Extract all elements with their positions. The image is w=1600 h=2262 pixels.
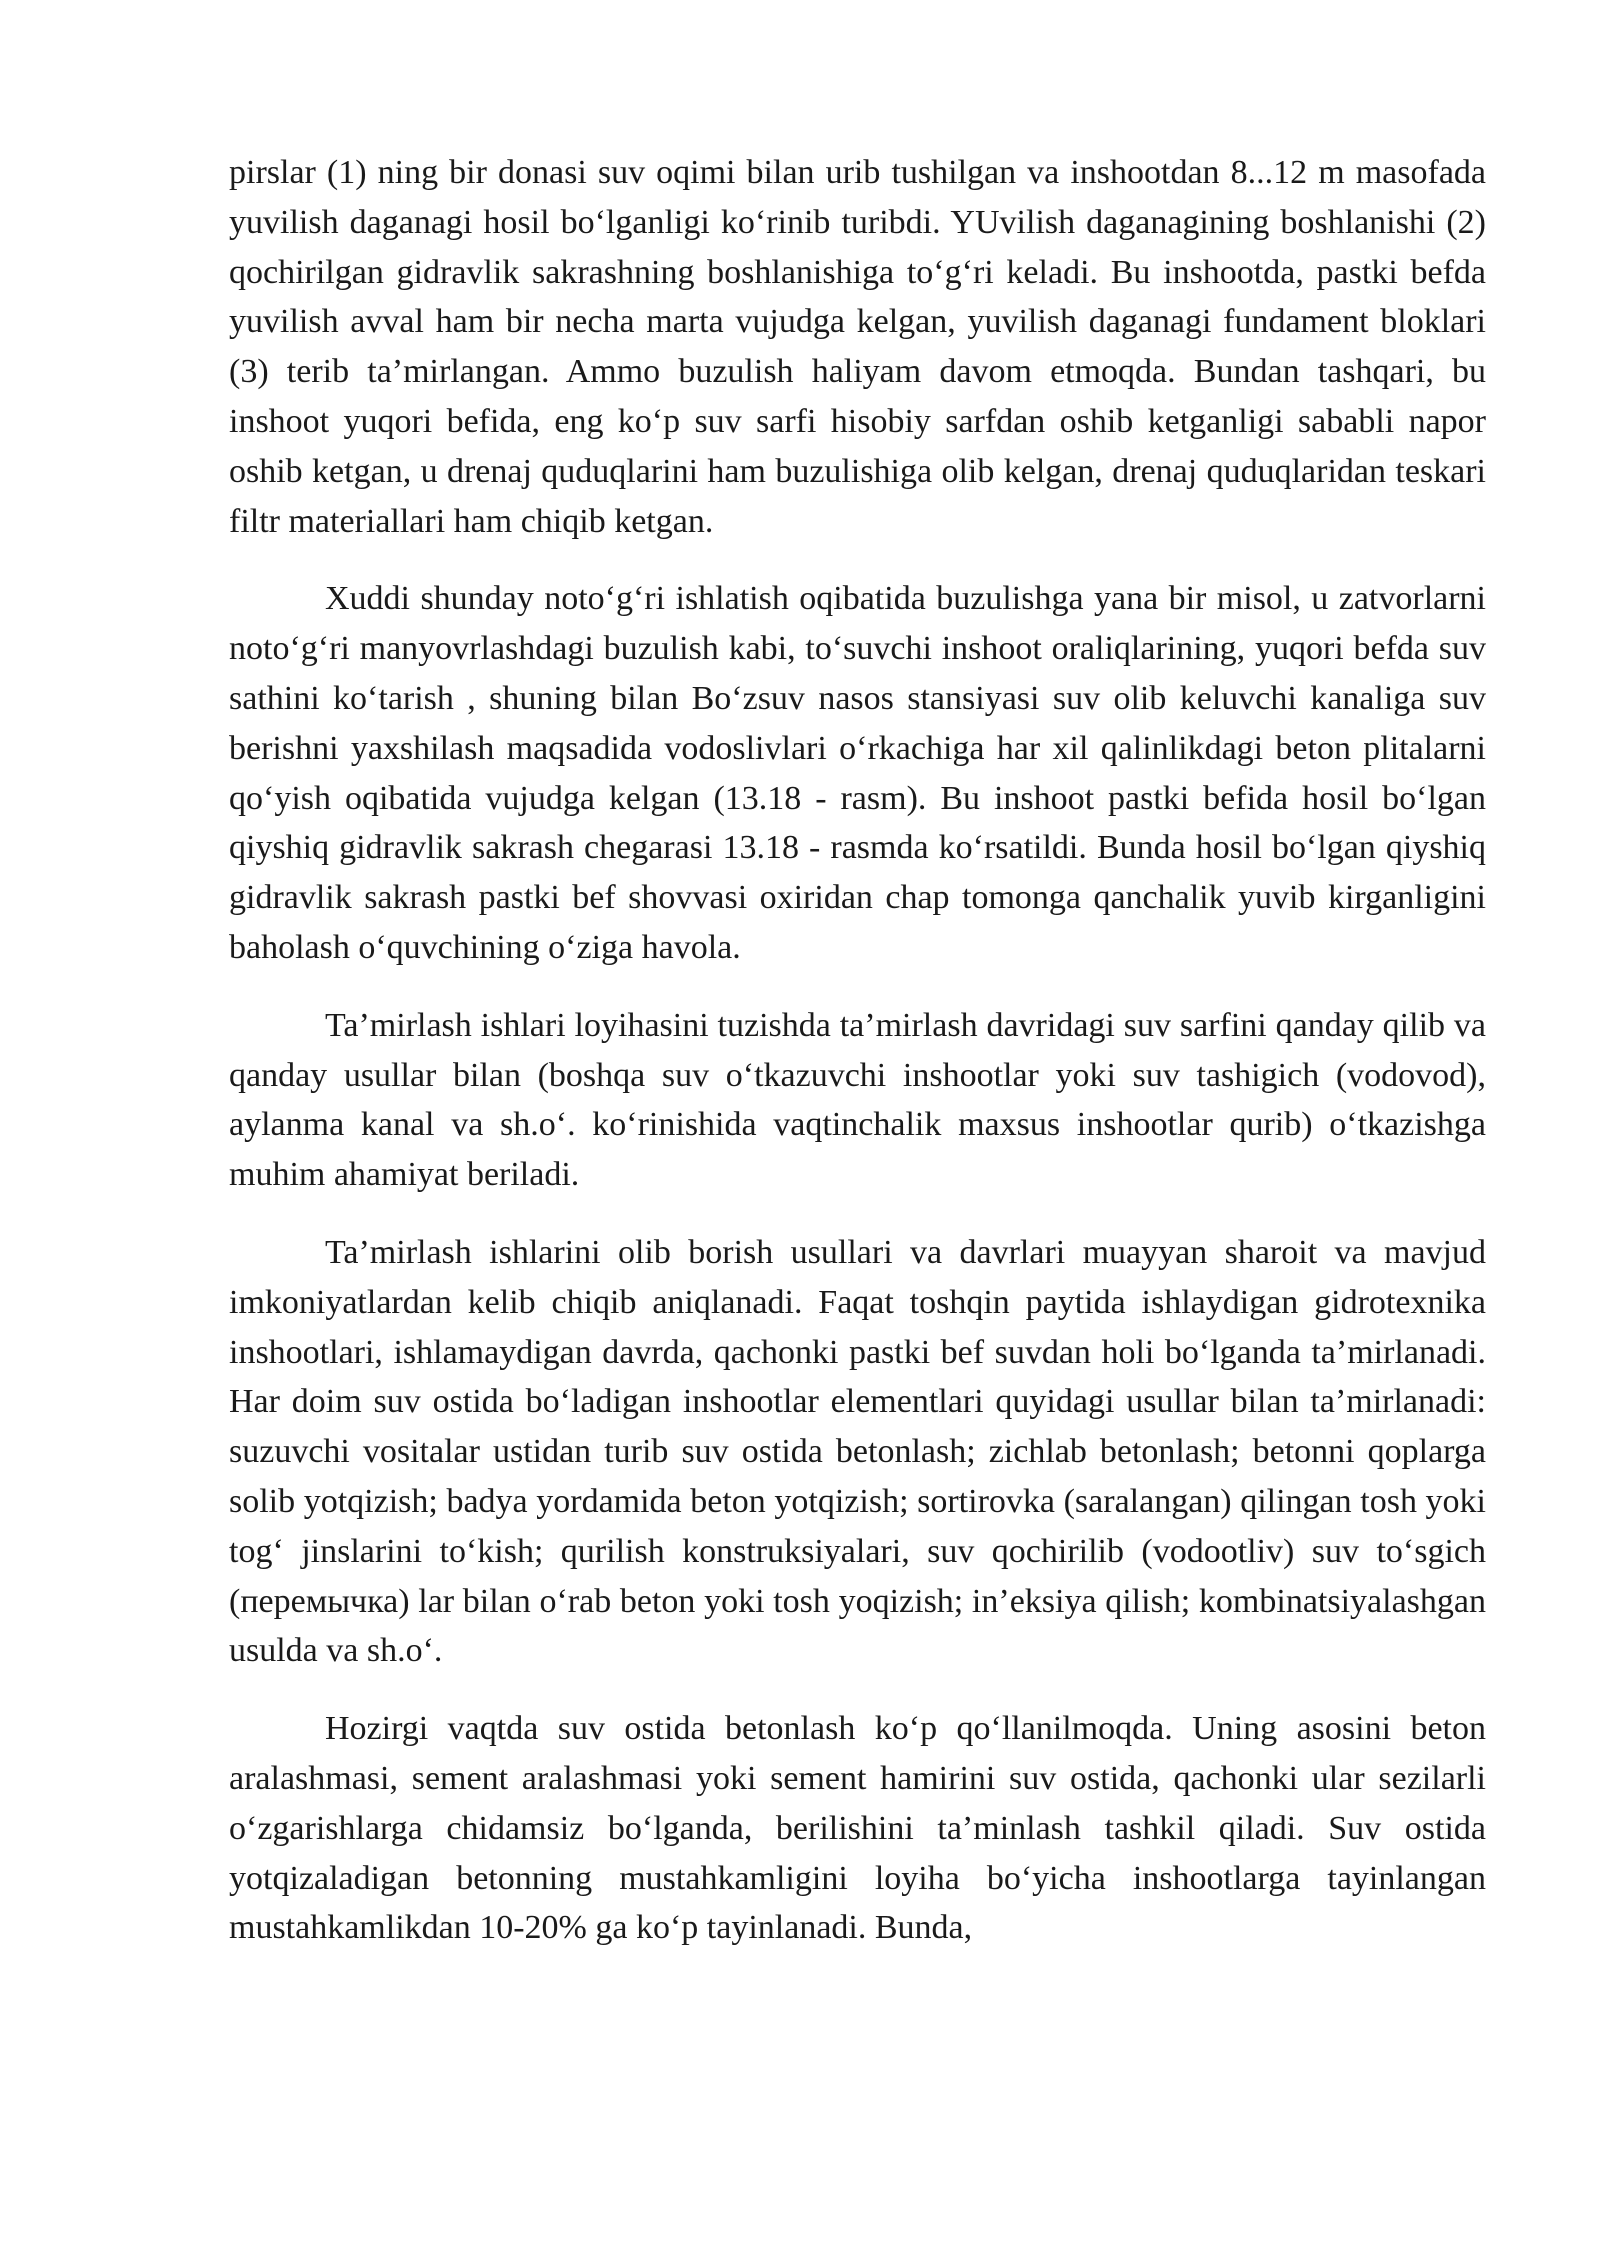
paragraph-1: pirslar (1) ning bir donasi suv oqimi bilan urib tushilgan va inshootdan 8...12 m masofada yuvilish daganagi hosil bo‘lganligi ko‘rinib turibdi. YUvilish daganagining boshlanishi (2) qochirilgan gidravlik sakrashning boshlanishiga to‘g‘ri keladi. Bu inshootda, pastki befda yuvilish avval ham bir necha marta vujudga kelgan, yuvilish daganagi fundament bloklari (3) terib ta’mirlangan. Ammo buzulish haliyam davom etmoqda. Bundan tashqari, bu inshoot yuqori befida, eng ko‘p suv sarfi hisobiy sarfdan oshib ketganligi sababli napor oshib ketgan, u drenaj quduqlarini ham buzulishiga olib kelgan, drenaj quduqlaridan teskari filtr materiallari ham chiqib ketgan.: [229, 154, 1486, 540]
paragraph-3: Ta’mirlash ishlari loyihasini tuzishda ta’mirlash davridagi suv sarfini qanday qilib va qanday usullar bilan (boshqa suv o‘tkazuvchi inshootlar yoki suv tashigich (vodovod), aylanma kanal va sh.o‘. ko‘rinishida vaqtinchalik maxsus inshootlar qurib) o‘tkazishga muhim ahamiyat beriladi.: [229, 1006, 1486, 1194]
document-page: [229, 148, 1486, 1981]
paragraph-2: Xuddi shunday noto‘g‘ri ishlatish oqibatida buzulishga yana bir misol, u zatvorlarni noto‘g‘ri manyovrlashdagi buzulish kabi, to‘suvchi inshoot oraliqlarining, yuqori befda suv sathini ko‘tarish , shuning bilan Bo‘zsuv nasos stansiyasi suv olib keluvchi kanaliga suv berishni yaxshilash maqsadida vodoslivlari o‘rkachiga har xil qalinlikdagi beton plitalarni qo‘yish oqibatida vujudga kelgan (13.18 - rasm). Bu inshoot pastki befida hosil bo‘lgan qiyshiq gidravlik sakrash chegarasi 13.18 - rasmda ko‘rsatildi. Bunda hosil bo‘lgan qiyshiq gidravlik sakrash pastki bef shovvasi oxiridan chap tomonga qanchalik yuvib kirganligini baholash o‘quvchining o‘ziga havola.: [229, 580, 1486, 966]
paragraph-4: Ta’mirlash ishlarini olib borish usullari va davrlari muayyan sharoit va mavjud imkoniyatlardan kelib chiqib aniqlanadi. Faqat toshqin paytida ishlaydigan gidrotexnika inshootlari, ishlamaydigan davrda, qachonki pastki bef suvdan holi bo‘lganda ta’mirlanadi. Har doim suv ostida bo‘ladigan inshootlar elementlari quyidagi usullar bilan ta’mirlanadi: suzuvchi vositalar ustidan turib suv ostida betonlash; zichlab betonlash; betonni qoplarga solib yotqizish; badya yordamida beton yotqizish; sortirovka (saralangan) qilingan tosh yoki tog‘ jinslarini to‘kish; qurilish konstruksiyalari, suv qochirilib (vodootliv) suv to‘sgich (перемычка) lar bilan o‘rab beton yoki tosh yoqizish; in’eksiya qilish; kombinatsiyalashgan usulda va sh.o‘.: [229, 1233, 1486, 1670]
paragraph-5: Hozirgi vaqtda suv ostida betonlash ko‘p qo‘llanilmoqda. Uning asosini beton aralashmasi, sement aralashmasi yoki sement hamirini suv ostida, qachonki ular sezilarli o‘zgarishlarga chidamsiz bo‘lganda, berilishini ta’minlash tashkil qiladi. Suv ostida yotqizaladigan betonning mustahkamligini loyiha bo‘yicha inshootlarga tayinlangan mustahkamlikdan 10-20% ga ko‘p tayinlanadi. Bunda,: [229, 1710, 1486, 1947]
